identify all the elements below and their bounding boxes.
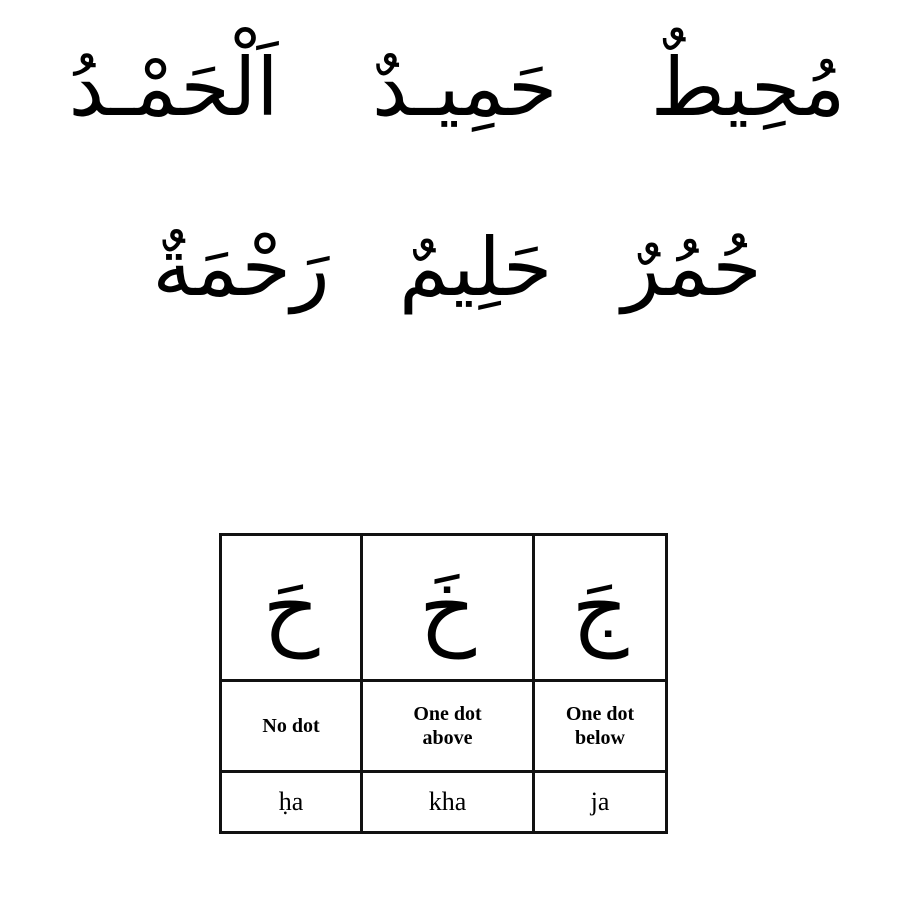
transliteration-row [221,772,667,833]
table-cell [221,772,362,833]
description-ja: One dot below [565,703,635,749]
table-cell [534,772,667,833]
transliteration-kha: kha [428,787,467,816]
table-cell [362,681,534,772]
letter-ja: جَ [571,555,629,659]
description-kha: One dot above [413,703,482,749]
table-cell [534,535,667,681]
arabic-word: حُمُرٌ [621,221,762,314]
table-cell [221,681,362,772]
table-cell [221,535,362,681]
arabic-word: رَحْمَةٌ [152,221,330,314]
arabic-word: مُحِيطٌ [650,41,846,134]
table-cell [362,535,534,681]
arabic-word: اَلْحَمْـدُ [68,41,279,134]
arabic-word: حَمِيـدٌ [372,41,558,134]
table-cell [362,772,534,833]
letter-kha: خَ [419,555,476,659]
transliteration-ja: ja [590,787,610,816]
practice-line-1 [0,41,914,134]
letter-comparison-table [219,533,668,834]
letter-ha: حَ [262,555,320,659]
transliteration-ha: ḥa [278,787,304,816]
table-cell [534,681,667,772]
description-row [221,681,667,772]
letter-row [221,535,667,681]
description-ha: No dot [262,715,320,737]
practice-line-2 [0,221,914,314]
arabic-word: حَلِيمٌ [399,221,553,314]
